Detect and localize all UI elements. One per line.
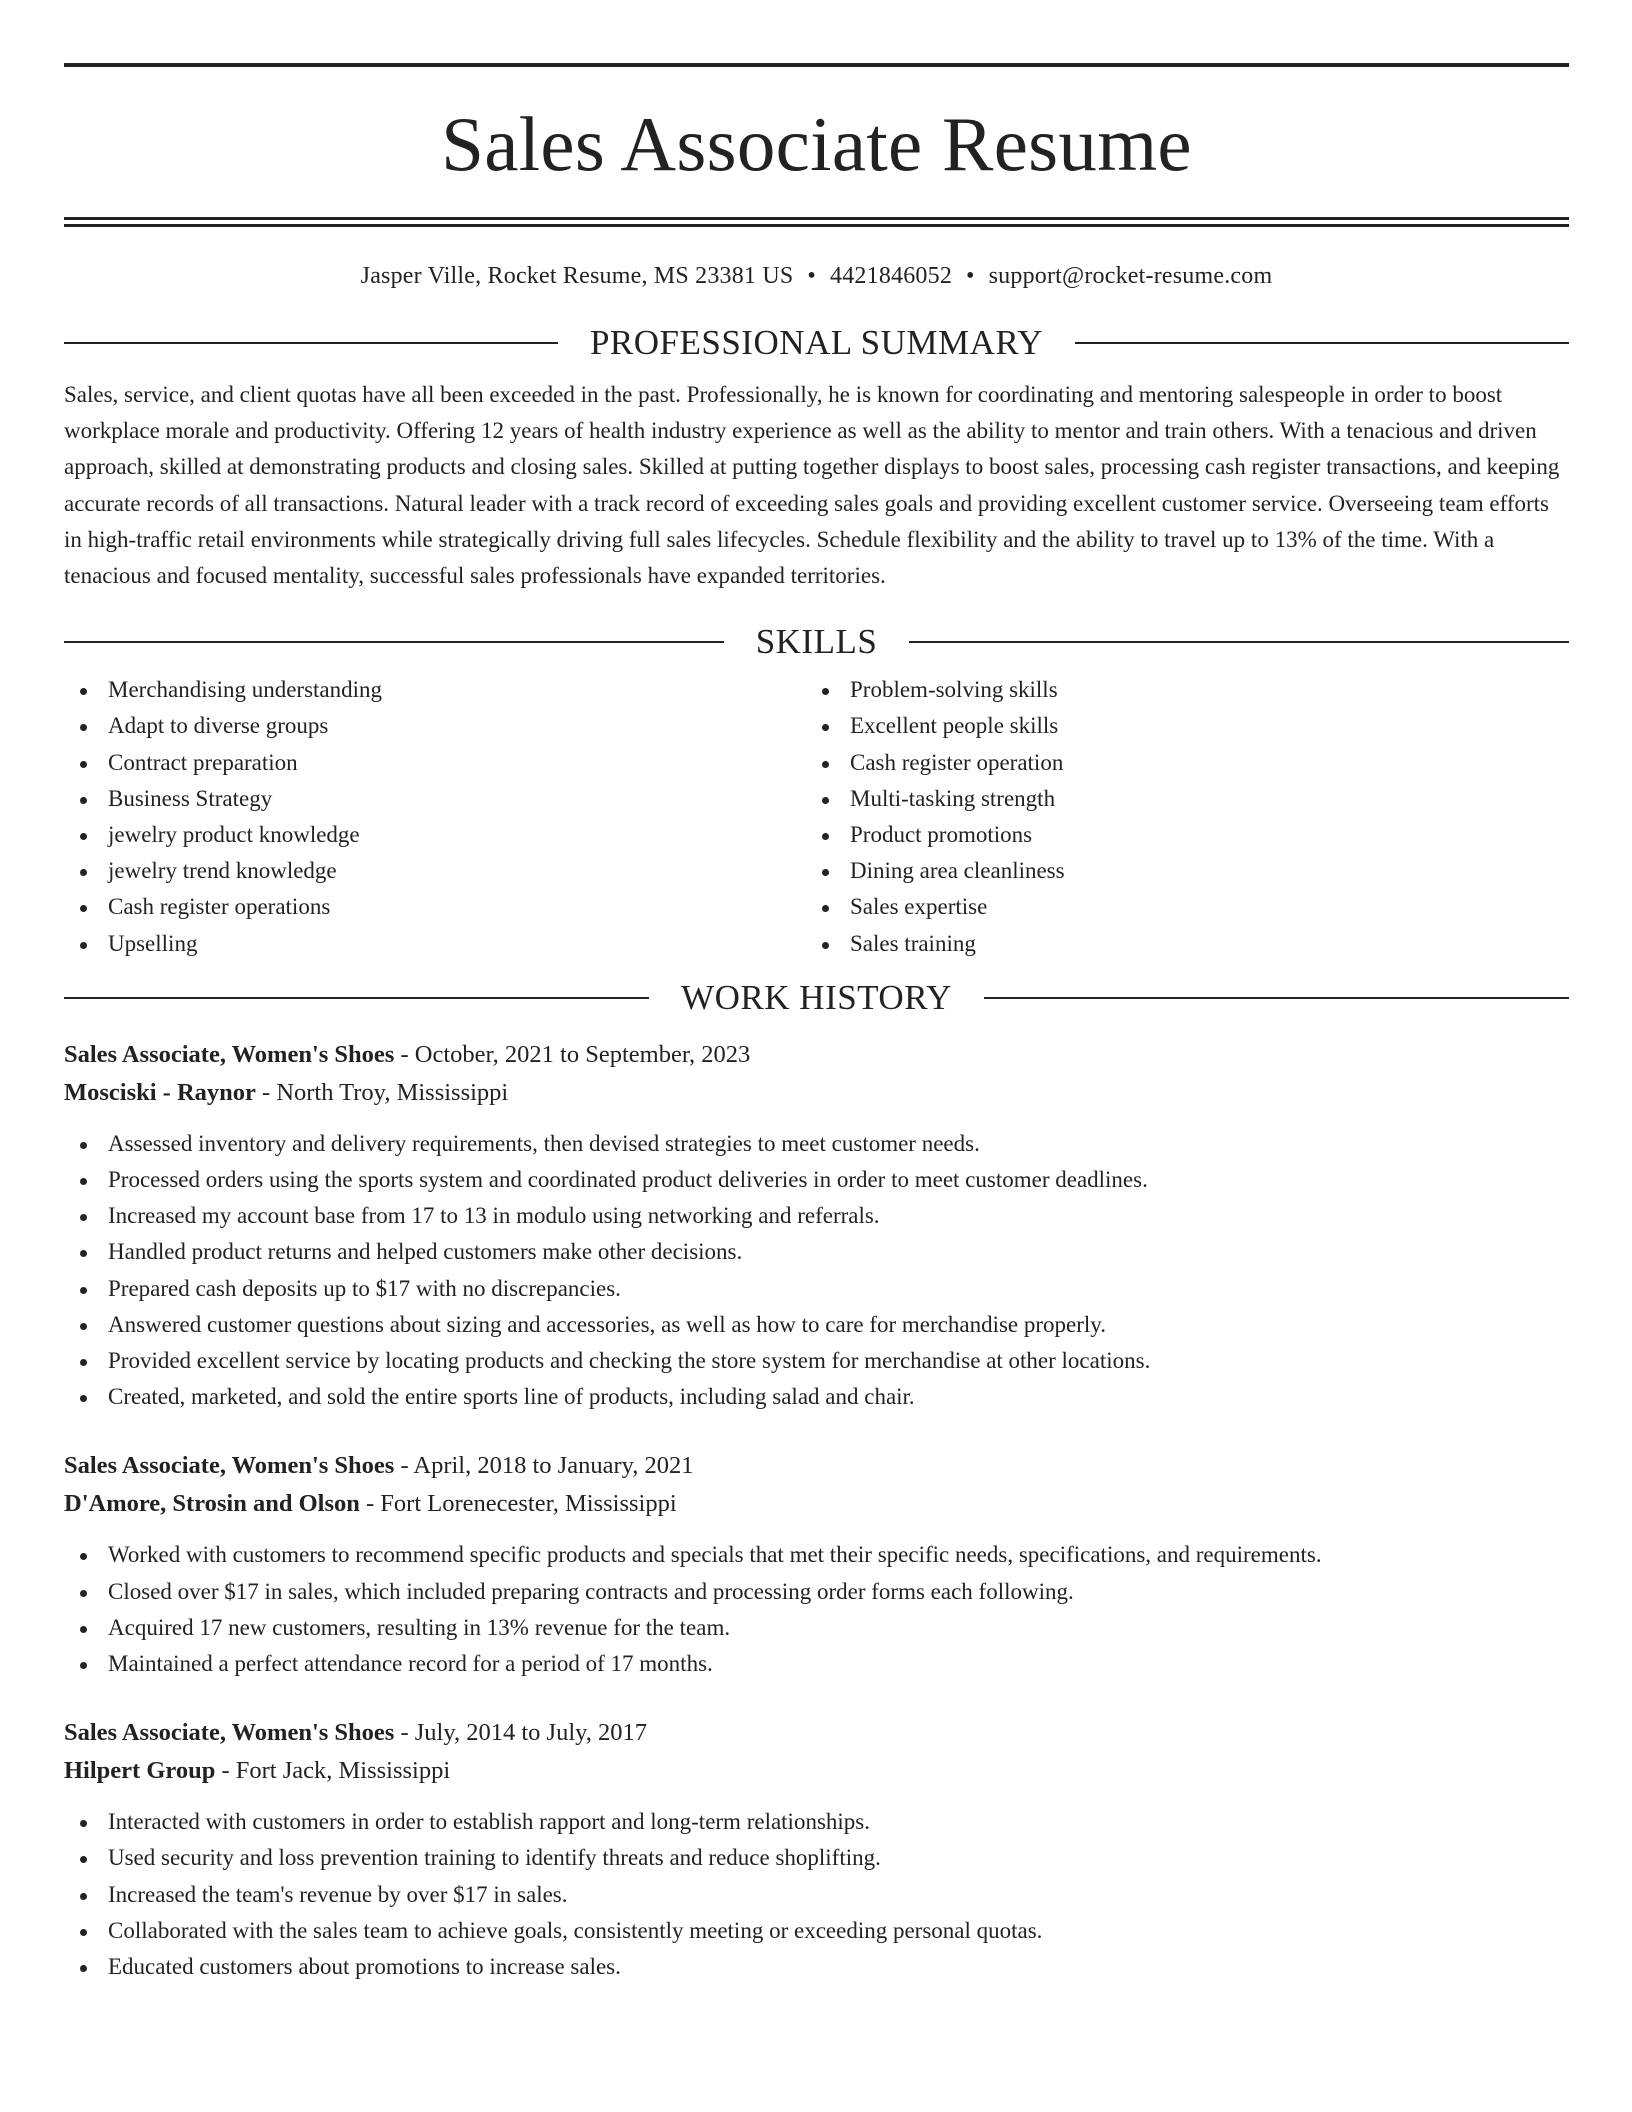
- skill-item: Dining area cleanliness: [806, 853, 1548, 889]
- job-bullet: Increased the team's revenue by over $17 in sales.: [64, 1877, 1569, 1913]
- skill-item: Adapt to diverse groups: [64, 708, 806, 744]
- job-entry: [64, 1036, 1569, 1416]
- job-title-line: [64, 1714, 1569, 1752]
- job-company-line: [64, 1485, 1569, 1523]
- job-bullets: [64, 1804, 1569, 1985]
- work-section-header: [64, 976, 1569, 1020]
- skill-item: Sales expertise: [806, 889, 1548, 925]
- job-entry: [64, 1447, 1569, 1682]
- job-company-line: [64, 1752, 1569, 1790]
- job-location: - Fort Jack, Mississippi: [215, 1757, 451, 1785]
- job-bullet: Closed over $17 in sales, which included preparing contracts and processing order forms each following.: [64, 1574, 1569, 1610]
- skill-item: Problem-solving skills: [806, 672, 1548, 708]
- job-title-line: [64, 1447, 1569, 1485]
- job-title: Sales Associate, Women's Shoes: [64, 1040, 395, 1068]
- job-bullet: Collaborated with the sales team to achieve goals, consistently meeting or exceeding personal quotas.: [64, 1913, 1569, 1949]
- skills-section-header: [64, 620, 1569, 664]
- skill-item: Contract preparation: [64, 745, 806, 781]
- job-entry: [64, 1714, 1569, 1985]
- section-rule-left: [64, 997, 649, 999]
- section-rule-right: [909, 641, 1569, 643]
- contact-phone: 4421846052: [830, 263, 953, 289]
- job-company: Mosciski - Raynor: [64, 1078, 256, 1106]
- job-title-line: [64, 1036, 1569, 1074]
- job-bullet: Prepared cash deposits up to $17 with no discrepancies.: [64, 1271, 1569, 1307]
- job-bullet: Used security and loss prevention training to identify threats and reduce shoplifting.: [64, 1840, 1569, 1876]
- job-bullets: [64, 1537, 1569, 1682]
- resume-page: [64, 0, 1569, 1985]
- title-double-rule: [64, 217, 1569, 227]
- job-title: Sales Associate, Women's Shoes: [64, 1719, 395, 1747]
- job-company-line: [64, 1074, 1569, 1112]
- section-rule-right: [1075, 342, 1569, 344]
- job-bullet: Acquired 17 new customers, resulting in 13% revenue for the team.: [64, 1610, 1569, 1646]
- page-title: Sales Associate Resume: [441, 101, 1192, 187]
- job-company: Hilpert Group: [64, 1757, 216, 1785]
- job-bullet: Maintained a perfect attendance record for a period of 17 months.: [64, 1646, 1569, 1682]
- contact-line: [64, 261, 1569, 291]
- job-bullet: Educated customers about promotions to increase sales.: [64, 1949, 1569, 1985]
- skills-columns: [64, 672, 1569, 962]
- job-bullet: Provided excellent service by locating products and checking the store system for merchandise at other locations.: [64, 1343, 1569, 1379]
- contact-separator: •: [807, 263, 817, 289]
- skill-item: Business Strategy: [64, 781, 806, 817]
- skill-item: Cash register operation: [806, 745, 1548, 781]
- summary-heading: PROFESSIONAL SUMMARY: [589, 323, 1044, 362]
- summary-section-header: [64, 321, 1569, 365]
- job-dates: - April, 2018 to January, 2021: [394, 1452, 694, 1480]
- contact-email: support@rocket-resume.com: [988, 263, 1273, 289]
- skill-item: Sales training: [806, 926, 1548, 962]
- job-bullet: Created, marketed, and sold the entire sports line of products, including salad and chair.: [64, 1379, 1569, 1415]
- job-location: - Fort Lorenecester, Mississippi: [359, 1490, 677, 1518]
- skill-item: Product promotions: [806, 817, 1548, 853]
- job-dates: - October, 2021 to September, 2023: [394, 1040, 751, 1068]
- section-rule-right: [984, 997, 1569, 999]
- skill-item: Cash register operations: [64, 889, 806, 925]
- skill-item: Merchandising understanding: [64, 672, 806, 708]
- skill-item: jewelry trend knowledge: [64, 853, 806, 889]
- job-title: Sales Associate, Women's Shoes: [64, 1452, 395, 1480]
- job-bullet: Interacted with customers in order to establish rapport and long-term relationships.: [64, 1804, 1569, 1840]
- skill-item: Upselling: [64, 926, 806, 962]
- job-bullet: Answered customer questions about sizing and accessories, as well as how to care for merchandise properly.: [64, 1307, 1569, 1343]
- work-heading: WORK HISTORY: [681, 977, 952, 1017]
- job-company: D'Amore, Strosin and Olson: [64, 1490, 360, 1518]
- section-rule-left: [64, 641, 724, 643]
- summary-text: Sales, service, and client quotas have all been exceeded in the past. Professionally, he is known for coordinating and mentoring salespeople in order to boost workplace morale and productivity. Offering 12 years of health industry experience as well as the ability to mentor and train others. With a tenacious and driven approach, skilled at demonstrating products and closing sales. Skilled at putting together displays to boost sales, processing cash register transactions, and keeping accurate records of all transactions. Natural leader with a track record of exceeding sales goals and providing excellent customer service. Overseeing team efforts in high-traffic retail environments while strategically driving full sales lifecycles. Schedule flexibility and the ability to travel up to 13% of the time. With a tenacious and focused mentality, successful sales professionals have expanded territories.: [64, 382, 1560, 589]
- section-rule-left: [64, 342, 558, 344]
- skill-item: jewelry product knowledge: [64, 817, 806, 853]
- skill-item: Multi-tasking strength: [806, 781, 1548, 817]
- job-bullet: Processed orders using the sports system and coordinated product deliveries in order to meet customer deadlines.: [64, 1162, 1569, 1198]
- job-bullets: [64, 1126, 1569, 1416]
- job-bullet: Increased my account base from 17 to 13 in modulo using networking and referrals.: [64, 1198, 1569, 1234]
- skills-list-right: [806, 672, 1548, 962]
- skills-heading: SKILLS: [755, 622, 878, 662]
- skill-item: Excellent people skills: [806, 708, 1548, 744]
- job-bullet: Assessed inventory and delivery requirements, then devised strategies to meet customer needs.: [64, 1126, 1569, 1162]
- job-bullet: Handled product returns and helped customers make other decisions.: [64, 1234, 1569, 1270]
- job-location: - North Troy, Mississippi: [255, 1078, 509, 1106]
- job-bullet: Worked with customers to recommend specific products and specials that met their specific needs, specifications, and requirements.: [64, 1537, 1569, 1573]
- job-dates: - July, 2014 to July, 2017: [394, 1719, 648, 1747]
- skills-list-left: [64, 672, 806, 962]
- contact-address: Jasper Ville, Rocket Resume, MS 23381 US: [360, 263, 794, 289]
- top-rule: [64, 63, 1569, 67]
- contact-separator: •: [966, 263, 975, 289]
